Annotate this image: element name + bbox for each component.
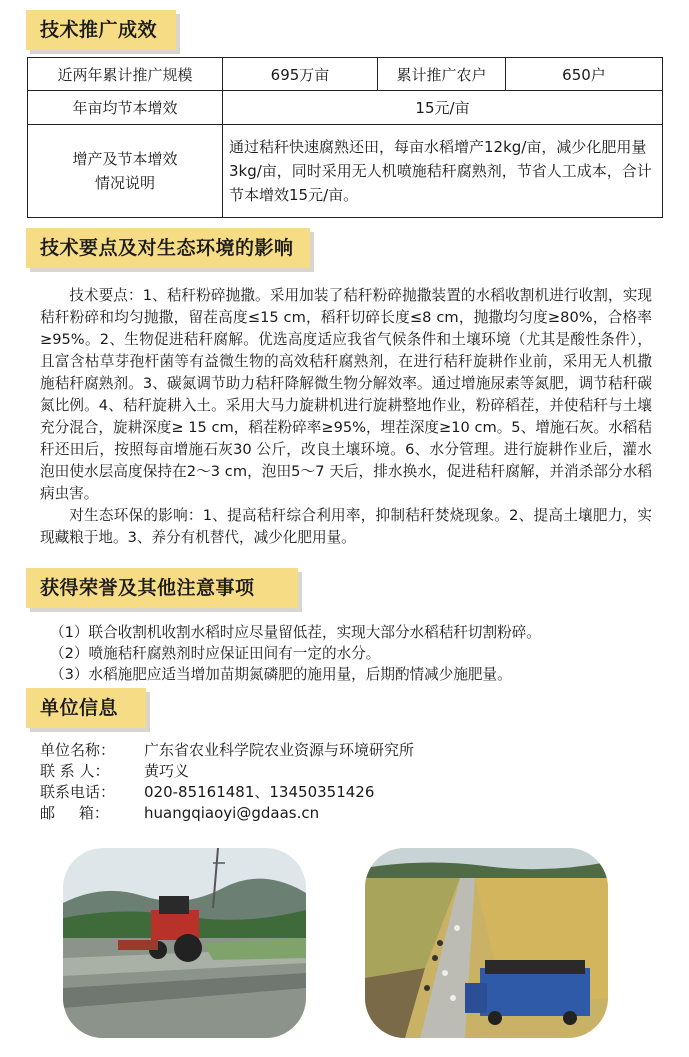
table-cell: 通过秸秆快速腐熟还田，每亩水稻增产12kg/亩，减少化肥用量3kg/亩，同时采用无人机喷施秸秆腐熟剂，节省人工成本，合计节本增效15元/亩。: [223, 125, 663, 218]
contact-row: [40, 761, 414, 782]
tech-points-body: [40, 285, 652, 549]
eco-impact-paragraph: 对生态环保的影响：1、提高秸秆综合利用率，抑制秸秆焚烧现象。2、提高土壤肥力，实现藏粮于地。3、养分有机替代，减少化肥用量。: [40, 507, 652, 546]
email-row: [40, 803, 414, 824]
table-row: [28, 91, 663, 125]
phone-value: 020-85161481、13450351426: [144, 783, 375, 801]
table-cell: 累计推广农户: [378, 58, 506, 91]
list-item: （1）联合收割机收割水稻时应尽量留低茬，实现大部分水稻秸秆切割粉碎。: [50, 624, 541, 641]
table-row: [28, 58, 663, 91]
notes-list: [50, 622, 660, 685]
table-cell: 695万亩: [223, 58, 378, 91]
section-header-tech-points: 技术要点及对生态环境的影响: [26, 228, 310, 268]
field-demo-image: [365, 848, 608, 1038]
phone-label: 联系电话：: [40, 783, 116, 801]
email-label: 邮 箱：: [40, 804, 109, 822]
section-header-honors-notes: 获得荣誉及其他注意事项: [26, 568, 298, 608]
contact-value: 黄巧义: [144, 762, 190, 780]
section-header-promotion-results: 技术推广成效: [26, 10, 176, 50]
table-row: [28, 125, 663, 218]
table-cell-line: 增产及节本增效: [72, 150, 178, 168]
contact-label: 联 系 人：: [40, 762, 110, 780]
table-cell-line: 情况说明: [94, 174, 155, 192]
unit-name-row: [40, 740, 414, 761]
unit-name-label: 单位名称：: [40, 741, 116, 759]
unit-name-value: 广东省农业科学院农业资源与环境研究所: [144, 741, 415, 759]
field-demo-photo: [365, 848, 608, 1038]
table-cell: 年亩均节本增效: [28, 91, 223, 125]
table-cell: 650户: [506, 58, 663, 91]
email-value: huangqiaoyi@gdaas.cn: [144, 804, 320, 822]
tractor-field-photo: [63, 848, 306, 1038]
section-header-unit-info: 单位信息: [26, 688, 146, 728]
phone-row: [40, 782, 414, 803]
table-cell: 15元/亩: [223, 91, 663, 125]
tech-points-paragraph: 技术要点：1、秸秆粉碎抛撒。采用加装了秸秆粉碎抛撒装置的水稻收割机进行收割，实现秸秆粉碎和均匀抛撒，留茬高度≤15 cm，稻秆切碎长度≤8 cm，抛撒均匀度≥80%，合格率≥95%。2、生物促进秸秆腐解。优选高度适应我省气候条件和土壤环境（尤其是酸性条件），且富含枯草芽孢杆菌等有益微生物的高效秸秆腐熟剂，在进行秸秆旋耕作业前，采用无人机撒施秸秆腐熟剂。3、碳氮调节助力秸秆降解微生物分解效率。通过增施尿素等氮肥，调节秸秆碳氮比例。4、秸秆旋耕入土。采用大马力旋耕机进行旋耕整地作业，粉碎稻茬，并使秸秆与土壤充分混合，旋耕深度≥ 15 cm，稻茬粉碎率≥95%，埋茬深度≥10 cm。5、增施石灰。水稻秸秆还田后，按照每亩增施石灰30 公斤，改良土壤环境。6、水分管理。进行旋耕作业后，灌水泡田使水层高度保持在2～3 cm，泡田5～7 天后，排水换水，促进秸秆腐解，并消杀部分水稻病虫害。: [40, 287, 652, 502]
list-item: （2）喷施秸秆腐熟剂时应保证田间有一定的水分。: [50, 645, 381, 662]
unit-info-block: [40, 740, 414, 824]
tractor-field-image: [63, 848, 306, 1038]
list-item: （3）水稻施肥应适当增加苗期氮磷肥的施用量，后期酌情减少施肥量。: [50, 666, 512, 683]
table-cell: 近两年累计推广规模: [28, 58, 223, 91]
table-cell: [28, 125, 223, 218]
promotion-stats-table: [27, 57, 663, 218]
